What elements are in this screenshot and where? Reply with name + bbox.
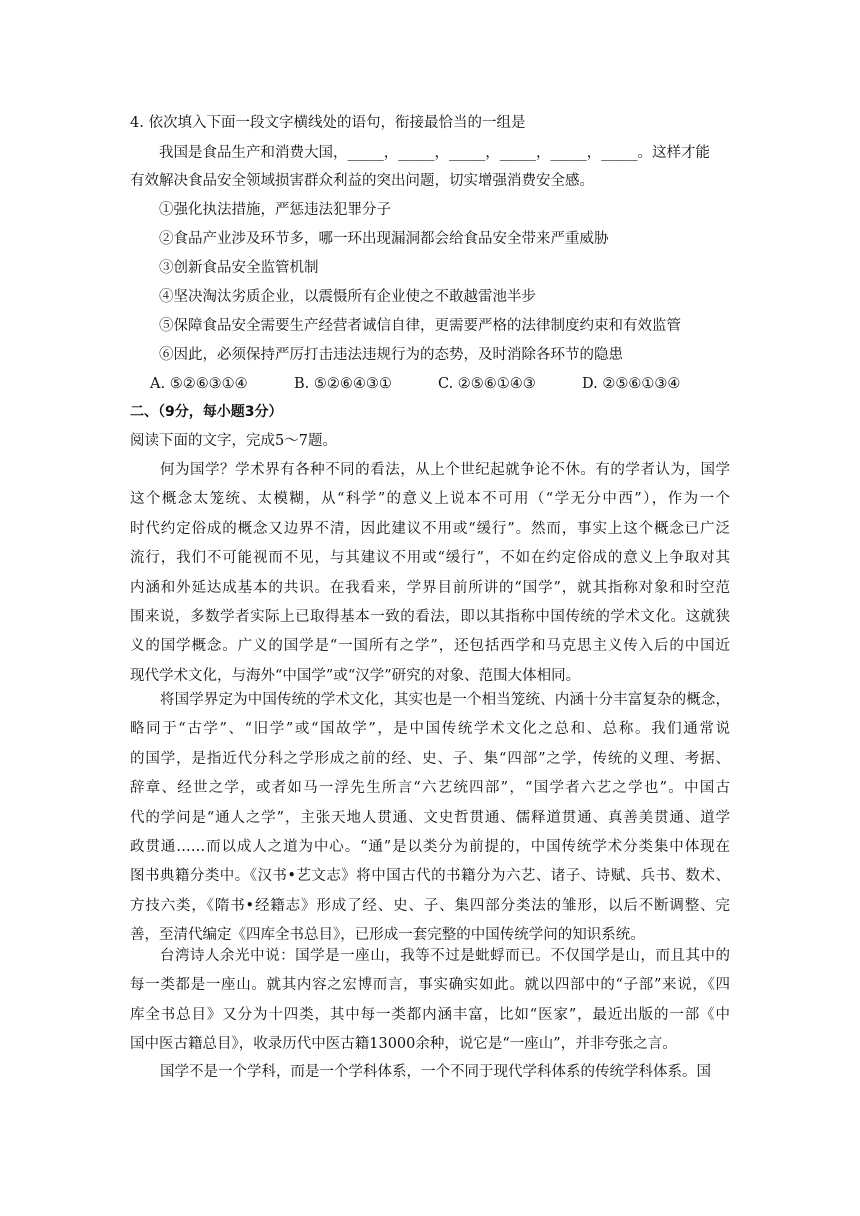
option-3: ③创新食品安全监管机制 <box>159 260 319 276</box>
option-1: ①强化执法措施，严惩违法犯罪分子 <box>159 202 391 218</box>
question-4-passage-line-2: 有效解决食品安全领域损害群众利益的突出问题，切实增强消费安全感。 <box>130 173 594 189</box>
paragraph-line: 围来说，多数学者实际上已取得基本一致的看法，即以其指称中国传统的学术文化。这就狭 <box>130 609 730 626</box>
paragraph-line: 将国学界定为中国传统的学术文化，其实也是一个相当笼统、内涵十分丰富复杂的概念， <box>160 692 730 708</box>
paragraph-line: 义的国学概念。广义的国学是“一国所有之学”，还包括西学和马克思主义传入后的中国近 <box>130 638 730 655</box>
paragraph-2 <box>130 686 730 951</box>
choice-c: C. ②⑤⑥①④③ <box>438 376 536 392</box>
paragraph-line: 流行，我们不可能视而不见，与其建议不用或“缓行”，不如在约定俗成的意义上争取对其 <box>130 550 730 567</box>
paragraph-line: 国学不是一个学科，而是一个学科体系，一个不同于现代学科体系的传统学科体系。国 <box>160 1064 711 1080</box>
paragraph-line: 内涵和外延达成基本的共识。在我看来，学界目前所讲的“国学”，就其指称对象和时空范 <box>130 579 730 596</box>
answer-choices <box>150 374 726 394</box>
option-2: ②食品产业涉及环节多，哪一环出现漏洞都会给食品安全带来严重威胁 <box>159 231 609 247</box>
section-2-instruction: 阅读下面的文字，完成5～7题。 <box>130 433 337 449</box>
paragraph-line: 现代学术文化，与海外“中国学”或“汉学”研究的对象、范围大体相同。 <box>130 667 581 684</box>
option-5: ⑤保障食品安全需要生产经营者诚信自律，更需要严格的法律制度约束和有效监管 <box>159 318 681 334</box>
choice-d: D. ②⑤⑥①③④ <box>582 376 681 392</box>
paragraph-line: 善，至清代编定《四库全书总目》，已形成一套完整的中国传统学问的知识系统。 <box>130 927 645 944</box>
paragraph-line: 台湾诗人余光中说：国学是一座山，我等不过是蚍蜉而已。不仅国学是山，而且其中的 <box>160 948 730 964</box>
question-4-stem: 4. 依次填入下面一段文字横线处的语句，衔接最恰当的一组是 <box>130 115 526 131</box>
option-4: ④坚决淘汰劣质企业，以震慑所有企业使之不敢越雷池半步 <box>159 289 536 305</box>
paragraph-line: 时代约定俗成的概念又边界不清，因此建议不用或“缓行”。然而，事实上这个概念已广泛 <box>130 520 730 537</box>
paragraph-line: 每一类都是一座山。就其内容之宏博而言，事实确实如此。就以四部中的“子部”来说，《四 <box>130 977 730 994</box>
paragraph-line: 这个概念太笼统、太模糊，从“科学”的意义上说本不可用（“学无分中西”），作为一个 <box>130 491 730 508</box>
paragraph-line: 国中医古籍总目》，收录历代中医古籍13000余种，说它是“一座山”，并非夸张之言。 <box>130 1036 677 1053</box>
option-6: ⑥因此，必须保持严厉打击违法违规行为的态势，及时消除各环节的隐患 <box>159 347 623 363</box>
paragraph-line: 辞章、经世之学，或者如马一浮先生所言“六艺统四部”，“国学者六艺之学也”。中国古 <box>130 780 730 797</box>
paragraph-line: 政贯通……而以成人之道为中心。“通”是以类分为前提的，中国传统学术分类集中体现在 <box>130 839 730 856</box>
paragraph-line: 何为国学？学术界有各种不同的看法，从上个世纪起就争论不休。有的学者认为，国学 <box>160 462 730 478</box>
paragraph-line: 略同于“古学”、“旧学”或“国故学”，是中国传统学术文化之总和、总称。我们通常说 <box>130 721 730 738</box>
paragraph-line: 图书典籍分类中。《汉书•艺文志》将中国古代的书籍分为六艺、诸子、诗赋、兵书、数术、 <box>130 868 730 885</box>
section-2-heading: 二、（9分，每小题3分） <box>130 404 283 420</box>
paragraph-line: 方技六类，《隋书•经籍志》形成了经、史、子、集四部分类法的雏形，以后不断调整、完 <box>130 897 730 914</box>
choice-b: B. ⑤②⑥④③① <box>294 376 392 392</box>
question-4-passage-line-1: 我国是食品生产和消费大国，_____，_____，_____，_____，_____，_____。这样才能 <box>159 145 710 161</box>
paragraph-line: 的国学，是指近代分科之学形成之前的经、史、子、集“四部”之学，传统的义理、考据、 <box>130 750 730 767</box>
paragraph-line: 库全书总目》又分为十四类，其中每一类都内涵丰富，比如“医家”，最近出版的一部《中 <box>130 1006 730 1023</box>
choice-a: A. ⑤②⑥③①④ <box>150 376 248 392</box>
paragraph-1 <box>130 456 730 691</box>
paragraph-line: 代的学问是“通人之学”，主张天地人贯通、文史哲贯通、儒释道贯通、真善美贯通、道学 <box>130 809 730 826</box>
paragraph-4 <box>130 1058 730 1087</box>
paragraph-3 <box>130 942 730 1060</box>
